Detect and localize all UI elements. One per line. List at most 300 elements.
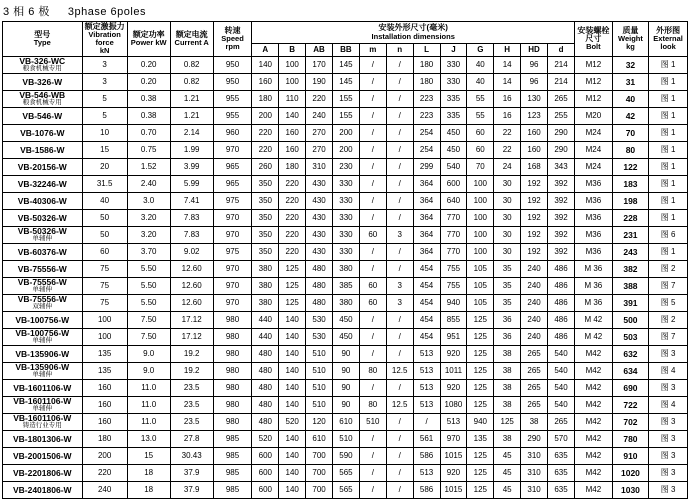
cell-dim-ab: 480: [306, 278, 333, 295]
cell-dim-bb: 450: [333, 329, 360, 346]
cell-dim-bb: 90: [333, 397, 360, 414]
cell-dim-j: 920: [440, 380, 467, 397]
cell-dim-b: 140: [279, 431, 306, 448]
cell-dim-d: 392: [548, 244, 575, 261]
cell-speed: 980: [213, 414, 252, 431]
cell-dim-h: 30: [494, 193, 521, 210]
cell-dim-b: 125: [279, 295, 306, 312]
cell-bolt: M42: [575, 431, 613, 448]
cell-dim-b: 220: [279, 176, 306, 193]
cell-dim-d: 540: [548, 397, 575, 414]
cell-dim-b: 220: [279, 227, 306, 244]
cell-current: 12.60: [170, 261, 213, 278]
cell-dim-b: 140: [279, 312, 306, 329]
cell-dim-l: 364: [413, 176, 440, 193]
cell-dim-h: 22: [494, 142, 521, 159]
cell-external-look: 图 1: [649, 74, 688, 91]
cell-force: 160: [82, 397, 127, 414]
cell-bolt: M 42: [575, 329, 613, 346]
cell-current: 19.2: [170, 346, 213, 363]
cell-dim-b: 140: [279, 329, 306, 346]
cell-power: 0.70: [127, 125, 170, 142]
cell-force: 15: [82, 142, 127, 159]
cell-dim-bb: 565: [333, 465, 360, 482]
cell-dim-g: 125: [467, 397, 494, 414]
table-row: [3, 397, 688, 414]
cell-power: 7.50: [127, 312, 170, 329]
cell-dim-d: 540: [548, 380, 575, 397]
cell-power: 5.50: [127, 278, 170, 295]
cell-weight: 1020: [612, 465, 649, 482]
table-row: [3, 176, 688, 193]
cell-dim-h: 45: [494, 465, 521, 482]
cell-dim-d: 255: [548, 108, 575, 125]
cell-model-sub: 粮食机械专用: [22, 99, 62, 107]
cell-external-look: 图 4: [649, 363, 688, 380]
cell-dim-l: 454: [413, 312, 440, 329]
cell-dim-h: 22: [494, 125, 521, 142]
cell-dim-m: /: [359, 465, 386, 482]
cell-dim-g: 60: [467, 142, 494, 159]
cell-weight: 183: [612, 176, 649, 193]
cell-current: 19.2: [170, 363, 213, 380]
cell-dim-m: /: [359, 108, 386, 125]
cell-dim-n: /: [386, 261, 413, 278]
cell-dim-g: 105: [467, 295, 494, 312]
cell-dim-d: 540: [548, 346, 575, 363]
cell-dim-d: 635: [548, 465, 575, 482]
cell-dim-ab: 430: [306, 227, 333, 244]
cell-bolt: M36: [575, 210, 613, 227]
cell-external-look: 图 3: [649, 482, 688, 499]
cell-external-look: 图 3: [649, 465, 688, 482]
cell-dim-m: 80: [359, 397, 386, 414]
cell-dim-h: 35: [494, 295, 521, 312]
cell-dim-b: 100: [279, 74, 306, 91]
cell-power: 3.70: [127, 244, 170, 261]
cell-dim-l: 254: [413, 125, 440, 142]
cell-dim-b: 125: [279, 261, 306, 278]
cell-speed: 970: [213, 278, 252, 295]
cell-dim-g: 125: [467, 312, 494, 329]
col-header-dim-h: H: [494, 44, 521, 57]
cell-model: VB-1586-W: [3, 142, 83, 159]
cell-speed: 950: [213, 57, 252, 74]
cell-current: 23.5: [170, 380, 213, 397]
cell-dim-g: 40: [467, 74, 494, 91]
cell-dim-bb: 450: [333, 312, 360, 329]
cell-force: 135: [82, 363, 127, 380]
cell-dim-m: /: [359, 346, 386, 363]
cell-external-look: 图 1: [649, 244, 688, 261]
table-row: [3, 210, 688, 227]
cell-current: 23.5: [170, 397, 213, 414]
cell-dim-a: 180: [252, 91, 279, 108]
cell-dim-d: 486: [548, 329, 575, 346]
cell-power: 9.0: [127, 363, 170, 380]
col-header-dim-j: J: [440, 44, 467, 57]
page-title: [0, 0, 690, 21]
table-row: [3, 448, 688, 465]
cell-dim-h: 24: [494, 159, 521, 176]
cell-external-look: 图 1: [649, 210, 688, 227]
cell-dim-ab: 310: [306, 159, 333, 176]
cell-dim-l: 513: [413, 465, 440, 482]
cell-dim-m: /: [359, 57, 386, 74]
cell-speed: 980: [213, 346, 252, 363]
cell-external-look: 图 4: [649, 397, 688, 414]
cell-weight: 632: [612, 346, 649, 363]
cell-dim-m: 60: [359, 278, 386, 295]
cell-current: 7.83: [170, 227, 213, 244]
cell-dim-a: 440: [252, 312, 279, 329]
cell-dim-g: 60: [467, 125, 494, 142]
cell-model: VB-1076-W: [3, 125, 83, 142]
cell-dim-a: 380: [252, 278, 279, 295]
cell-current: 5.99: [170, 176, 213, 193]
cell-dim-n: /: [386, 431, 413, 448]
cell-dim-b: 140: [279, 465, 306, 482]
cell-power: 0.75: [127, 142, 170, 159]
cell-dim-hd: 160: [521, 142, 548, 159]
table-row: [3, 312, 688, 329]
cell-dim-l: 586: [413, 482, 440, 499]
col-header-current-cn: 额定电流: [175, 29, 208, 39]
cell-dim-bb: 380: [333, 295, 360, 312]
cell-dim-hd: 310: [521, 482, 548, 499]
cell-dim-d: 570: [548, 431, 575, 448]
cell-model-sub: 单辅伸: [32, 371, 53, 379]
cell-power: 15: [127, 448, 170, 465]
cell-current: 12.60: [170, 295, 213, 312]
cell-dim-d: 265: [548, 91, 575, 108]
cell-dim-b: 140: [279, 108, 306, 125]
cell-dim-g: 70: [467, 159, 494, 176]
cell-power: 5.50: [127, 261, 170, 278]
cell-dim-j: 920: [440, 465, 467, 482]
cell-dim-l: 254: [413, 142, 440, 159]
cell-dim-j: 770: [440, 244, 467, 261]
cell-dim-h: 38: [494, 363, 521, 380]
cell-dim-ab: 430: [306, 244, 333, 261]
cell-speed: 955: [213, 91, 252, 108]
col-header-model-en: Type: [33, 38, 51, 48]
cell-dim-hd: 168: [521, 159, 548, 176]
cell-dim-j: 1015: [440, 482, 467, 499]
col-header-speed-cn: 转速: [224, 25, 241, 35]
cell-power: 3.20: [127, 210, 170, 227]
table-row: [3, 142, 688, 159]
col-header-dimensions-cn: 安装外形尺寸(毫米): [378, 23, 448, 33]
cell-dim-n: /: [386, 176, 413, 193]
cell-dim-d: 214: [548, 57, 575, 74]
cell-model-sub: 铸造行业专用: [22, 422, 62, 430]
cell-dim-b: 140: [279, 448, 306, 465]
cell-dim-n: /: [386, 346, 413, 363]
cell-dim-g: 105: [467, 261, 494, 278]
cell-bolt: M12: [575, 57, 613, 74]
cell-dim-l: 561: [413, 431, 440, 448]
cell-power: 18: [127, 482, 170, 499]
cell-force: 5: [82, 91, 127, 108]
cell-external-look: 图 7: [649, 278, 688, 295]
cell-dim-m: /: [359, 329, 386, 346]
cell-current: 27.8: [170, 431, 213, 448]
cell-dim-hd: 96: [521, 57, 548, 74]
cell-dim-l: 513: [413, 346, 440, 363]
cell-dim-a: 350: [252, 244, 279, 261]
col-header-dim-g: G: [467, 44, 494, 57]
cell-dim-h: 36: [494, 329, 521, 346]
cell-dim-h: 45: [494, 448, 521, 465]
cell-dim-hd: 240: [521, 278, 548, 295]
cell-dim-ab: 480: [306, 261, 333, 278]
cell-current: 17.12: [170, 312, 213, 329]
cell-dim-j: 770: [440, 210, 467, 227]
cell-power: 11.0: [127, 414, 170, 431]
cell-dim-hd: 240: [521, 261, 548, 278]
table-row: [3, 295, 688, 312]
cell-dim-m: 510: [359, 414, 386, 431]
cell-speed: 980: [213, 329, 252, 346]
cell-force: 135: [82, 346, 127, 363]
cell-external-look: 图 1: [649, 91, 688, 108]
cell-dim-bb: 90: [333, 380, 360, 397]
cell-bolt: M 42: [575, 312, 613, 329]
cell-current: 17.12: [170, 329, 213, 346]
cell-speed: 985: [213, 482, 252, 499]
cell-dim-h: 125: [494, 414, 521, 431]
cell-bolt: M42: [575, 482, 613, 499]
cell-dim-m: /: [359, 244, 386, 261]
cell-dim-d: 265: [548, 414, 575, 431]
cell-dim-a: 260: [252, 159, 279, 176]
cell-dim-hd: 130: [521, 91, 548, 108]
cell-dim-j: 335: [440, 108, 467, 125]
cell-dim-n: 3: [386, 278, 413, 295]
cell-current: 7.83: [170, 210, 213, 227]
cell-force: 75: [82, 261, 127, 278]
cell-speed: 980: [213, 312, 252, 329]
cell-power: 1.52: [127, 159, 170, 176]
cell-dim-g: 105: [467, 278, 494, 295]
cell-dim-b: 125: [279, 278, 306, 295]
cell-dim-a: 140: [252, 57, 279, 74]
cell-dim-g: 125: [467, 363, 494, 380]
cell-force: 10: [82, 125, 127, 142]
cell-dim-hd: 290: [521, 431, 548, 448]
cell-force: 20: [82, 159, 127, 176]
cell-model: VB-135906-W 单辅伸: [3, 363, 83, 380]
col-header-dim-l: L: [413, 44, 440, 57]
cell-force: 75: [82, 278, 127, 295]
cell-dim-a: 350: [252, 176, 279, 193]
cell-dim-d: 392: [548, 210, 575, 227]
col-header-dimensions-en: Installation dimensions: [371, 31, 455, 41]
cell-dim-b: 140: [279, 397, 306, 414]
cell-dim-n: /: [386, 482, 413, 499]
cell-dim-ab: 270: [306, 125, 333, 142]
cell-force: 240: [82, 482, 127, 499]
cell-current: 30.43: [170, 448, 213, 465]
cell-dim-m: /: [359, 176, 386, 193]
cell-dim-ab: 510: [306, 346, 333, 363]
cell-dim-a: 440: [252, 329, 279, 346]
col-header-dim-m: m: [359, 44, 386, 57]
cell-dim-b: 110: [279, 91, 306, 108]
cell-external-look: 图 3: [649, 448, 688, 465]
cell-power: 0.20: [127, 57, 170, 74]
cell-dim-hd: 310: [521, 448, 548, 465]
cell-speed: 970: [213, 295, 252, 312]
cell-dim-a: 600: [252, 465, 279, 482]
cell-dim-j: 855: [440, 312, 467, 329]
col-header-speed: [213, 22, 252, 57]
cell-force: 50: [82, 210, 127, 227]
cell-dim-h: 38: [494, 346, 521, 363]
cell-model: VB-2001506-W: [3, 448, 83, 465]
cell-weight: 910: [612, 448, 649, 465]
cell-dim-bb: 90: [333, 346, 360, 363]
cell-dim-j: 970: [440, 431, 467, 448]
cell-weight: 198: [612, 193, 649, 210]
cell-force: 75: [82, 295, 127, 312]
cell-dim-hd: 265: [521, 363, 548, 380]
cell-dim-j: 920: [440, 346, 467, 363]
cell-model: VB-75556-W 双辅伸: [3, 295, 83, 312]
cell-dim-g: 125: [467, 482, 494, 499]
cell-model: VB-1601106-W 铸造行业专用: [3, 414, 83, 431]
cell-dim-hd: 192: [521, 176, 548, 193]
cell-current: 2.14: [170, 125, 213, 142]
cell-dim-m: /: [359, 74, 386, 91]
table-row: [3, 74, 688, 91]
cell-force: 100: [82, 312, 127, 329]
cell-dim-hd: 96: [521, 74, 548, 91]
cell-dim-bb: 90: [333, 363, 360, 380]
cell-dim-h: 38: [494, 431, 521, 448]
cell-model: VB-50326-W: [3, 210, 83, 227]
cell-dim-a: 480: [252, 346, 279, 363]
cell-weight: 31: [612, 74, 649, 91]
cell-power: 0.38: [127, 108, 170, 125]
cell-dim-h: 14: [494, 57, 521, 74]
cell-dim-a: 600: [252, 482, 279, 499]
cell-force: 5: [82, 108, 127, 125]
cell-bolt: M12: [575, 91, 613, 108]
cell-current: 23.5: [170, 414, 213, 431]
cell-power: 9.0: [127, 346, 170, 363]
cell-bolt: M42: [575, 465, 613, 482]
cell-dim-bb: 330: [333, 176, 360, 193]
cell-power: 5.50: [127, 295, 170, 312]
cell-speed: 970: [213, 227, 252, 244]
cell-dim-d: 214: [548, 74, 575, 91]
cell-dim-m: 60: [359, 227, 386, 244]
cell-speed: 980: [213, 380, 252, 397]
cell-weight: 231: [612, 227, 649, 244]
cell-weight: 32: [612, 57, 649, 74]
cell-bolt: M 36: [575, 295, 613, 312]
cell-dim-hd: 310: [521, 465, 548, 482]
cell-dim-bb: 330: [333, 244, 360, 261]
cell-dim-g: 125: [467, 448, 494, 465]
table-header-row: [3, 22, 688, 44]
col-header-bolt-cn: 安装螺栓尺寸: [577, 25, 610, 44]
cell-dim-hd: 192: [521, 210, 548, 227]
cell-dim-b: 140: [279, 363, 306, 380]
cell-dim-a: 600: [252, 448, 279, 465]
table-row: [3, 414, 688, 431]
cell-weight: 1030: [612, 482, 649, 499]
cell-weight: 722: [612, 397, 649, 414]
cell-dim-b: 220: [279, 244, 306, 261]
cell-dim-n: 3: [386, 295, 413, 312]
cell-external-look: 图 3: [649, 346, 688, 363]
cell-dim-g: 125: [467, 465, 494, 482]
cell-dim-n: /: [386, 193, 413, 210]
cell-bolt: M36: [575, 193, 613, 210]
cell-model: VB-20156-W: [3, 159, 83, 176]
cell-dim-a: 380: [252, 261, 279, 278]
cell-dim-b: 140: [279, 482, 306, 499]
col-header-power: [127, 22, 170, 57]
cell-dim-h: 30: [494, 210, 521, 227]
cell-dim-m: /: [359, 431, 386, 448]
cell-weight: 391: [612, 295, 649, 312]
cell-bolt: M12: [575, 74, 613, 91]
col-header-dim-a: A: [252, 44, 279, 57]
cell-dim-n: /: [386, 244, 413, 261]
col-header-look-cn: 外形图: [656, 25, 681, 35]
cell-dim-hd: 265: [521, 346, 548, 363]
cell-dim-n: /: [386, 465, 413, 482]
cell-dim-m: /: [359, 142, 386, 159]
cell-dim-a: 220: [252, 125, 279, 142]
cell-dim-j: 1080: [440, 397, 467, 414]
cell-dim-g: 940: [467, 414, 494, 431]
cell-dim-d: 486: [548, 312, 575, 329]
cell-dim-l: 223: [413, 91, 440, 108]
cell-dim-h: 35: [494, 261, 521, 278]
cell-power: 2.40: [127, 176, 170, 193]
cell-dim-ab: 610: [306, 431, 333, 448]
cell-dim-g: 125: [467, 380, 494, 397]
page-title-en: 3phase 6poles: [67, 6, 146, 18]
cell-dim-l: 586: [413, 448, 440, 465]
cell-dim-m: /: [359, 91, 386, 108]
cell-current: 1.21: [170, 91, 213, 108]
col-header-model: [3, 22, 83, 57]
cell-dim-n: /: [386, 159, 413, 176]
cell-current: 1.99: [170, 142, 213, 159]
table-row: [3, 227, 688, 244]
cell-model: VB-135906-W: [3, 346, 83, 363]
cell-dim-bb: 610: [333, 414, 360, 431]
cell-dim-g: 100: [467, 210, 494, 227]
cell-dim-d: 540: [548, 363, 575, 380]
cell-dim-bb: 330: [333, 193, 360, 210]
cell-model-sub: 单辅伸: [32, 405, 53, 413]
cell-external-look: 图 2: [649, 261, 688, 278]
cell-dim-ab: 120: [306, 414, 333, 431]
cell-dim-l: 364: [413, 227, 440, 244]
cell-dim-l: 364: [413, 193, 440, 210]
table-row: [3, 244, 688, 261]
cell-current: 9.02: [170, 244, 213, 261]
cell-model: VB-546-WB 粮食机械专用: [3, 91, 83, 108]
cell-bolt: M36: [575, 176, 613, 193]
